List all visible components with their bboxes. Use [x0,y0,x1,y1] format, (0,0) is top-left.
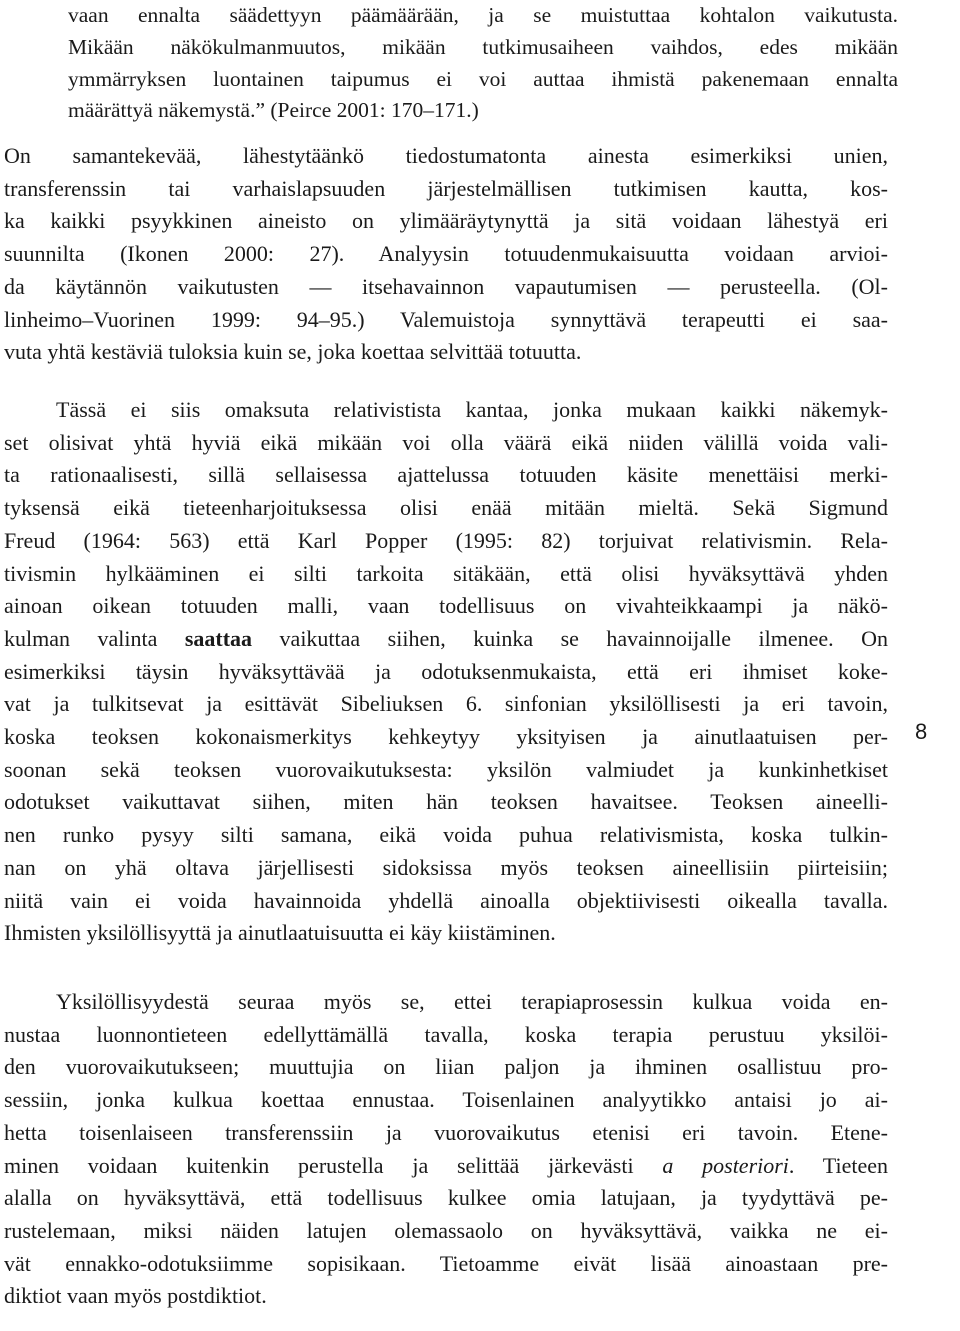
text-line: den vuorovaikutukseen; muuttujia on liian paljon ja ihminen osallistuu pro- [4,1054,888,1080]
text-line: Freud (1964: 563) että Karl Popper (1995: 82) torjuivat relativismin. Rela- [4,527,888,553]
quote-line: Mikään näkökulmanmuutos, mikään tutkimusaiheen vaihdos, edes mikään [68,34,898,59]
text-line: hetta toisenlaiseen transferenssiin ja vuorovaikutus etenisi eri tavoin. Etene- [4,1119,888,1145]
text-line: diktiot vaan myös postdiktiot. [4,1283,267,1309]
text-line: transferenssin tai varhaislapsuuden järjestelmällisen tutkimisen kautta, kos- [4,175,888,201]
italic-phrase: a posteriori [662,1152,789,1178]
emphasized-word: saattaa [184,625,253,651]
text-line: koska teoksen kokonaismerkitys kehkeytyy yksityisen ja ainutlaatuisen per- [4,724,888,750]
text-line: tyksensä eikä tieteenharjoituksessa olisi enää mitään mieltä. Sekä Sigmund [4,495,888,521]
text-line: ta rationaalisesti, sillä sellaisessa ajattelussa totuuden käsite menettäisi merki- [4,462,888,488]
text-line: alalla on hyväksyttävä, että todellisuus kulkee omia latujaan, ja tyydyttävä pe- [4,1185,888,1211]
text-line: On samantekevää, lähestytäänkö tiedostumatonta ainesta esimerkiksi unien, [4,143,888,168]
paragraph-1 [4,140,888,369]
text-fragment: kulman valinta [4,625,185,651]
text-line: vuta yhtä kestäviä tuloksia kuin se, joka koettaa selvittää totuutta. [4,339,582,365]
text-line: esimerkiksi täysin hyväksyttävää ja odotuksenmukaista, että eri ihmiset koke- [4,658,888,684]
page-number: 8 [915,719,928,744]
text-line: soonan sekä teoksen vuorovaikutuksesta: yksilön valmiudet ja kunkinhetkiset [4,756,888,782]
text-line: linheimo–Vuorinen 1999: 94–95.) Valemuistoja synnyttävä terapeutti ei saa- [4,306,888,332]
text-line: sessiin, jonka kulkua koettaa ennustaa. Toisenlainen analyytikko antaisi jo ai- [4,1087,888,1113]
block-quote [68,0,898,127]
paragraph-2 [4,394,888,950]
text-line: ainoan oikean totuuden malli, vaan todellisuus on vivahteikkaampi ja näkö- [4,593,888,619]
text-line: nustaa luonnontieteen edellyttämällä tavalla, koska terapia perustuu yksilöi- [4,1021,888,1047]
text-line: vät ennakko-odotuksiimme sopisikaan. Tietoamme eivät lisää ainoastaan pre- [4,1250,888,1276]
text-fragment: minen voidaan kuitenkin perustella ja selittää järkevästi [4,1152,663,1178]
text-line: tivismin hylkääminen ei silti tarkoita sitäkään, että olisi hyväksyttävä yhden [4,560,888,586]
text-line: suunnilta (Ikonen 2000: 27). Analyysin totuudenmukaisuutta voidaan arvioi- [4,241,888,267]
text-line: vat ja tulkitsevat ja esittävät Sibeliuksen 6. sinfonian yksilöllisesti ja eri tavoin, [4,691,888,717]
text-line: Tässä ei siis omaksuta relativistista kantaa, jonka mukaan kaikki näkemyk- [56,397,888,422]
text-fragment: vaikuttaa siihen, kuinka se havainnoijalle ilmenee. On [252,625,889,651]
text-line: set olisivat yhtä hyviä eikä mikään voi olla väärä eikä niiden välillä voida vali- [4,429,888,455]
text-line-with-emphasis [4,1150,888,1183]
quote-line: ymmärryksen luontainen taipumus ei voi auttaa ihmistä pakenemaan ennalta [68,66,898,91]
text-line: rustelemaan, miksi näiden latujen olemassaolo on hyväksyttävä, vaikka ne ei- [4,1217,888,1243]
text-line-with-emphasis [4,623,888,656]
text-line: ka kaikki psyykkinen aineisto on ylimääräytynyttä ja sitä voidaan lähestyä eri [4,208,888,234]
text-line: nen runko pysyy silti samana, eikä voida puhua relativismista, koska tulkin- [4,822,888,848]
quote-line: määrättyä näkemystä.” (Peirce 2001: 170–171.) [68,98,479,123]
text-line: Yksilöllisyydestä seuraa myös se, ettei terapiaprosessin kulkua voida en- [56,989,888,1014]
paragraph-3 [4,986,888,1313]
text-fragment: . Tieteen [788,1152,888,1178]
text-line: da käytännön vaikutusten — itsehavainnon vapautumisen — perusteella. (Ol- [4,273,888,299]
text-line: Ihmisten yksilöllisyyttä ja ainutlaatuisuutta ei käy kiistäminen. [4,920,556,946]
text-line: odotukset vaikuttavat siihen, miten hän teoksen havaitsee. Teoksen aineelli- [4,789,888,815]
text-line: niitä vain ei voida havainnoida yhdellä ainoalla objektiivisesti oikealla tavalla. [4,887,888,913]
text-line: nan on yhä oltava järjellisesti sidoksissa myös teoksen aineellisiin piirteisiin; [4,854,888,880]
quote-line: vaan ennalta säädettyyn päämäärään, ja se muistuttaa kohtalon vaikutusta. [68,3,898,27]
